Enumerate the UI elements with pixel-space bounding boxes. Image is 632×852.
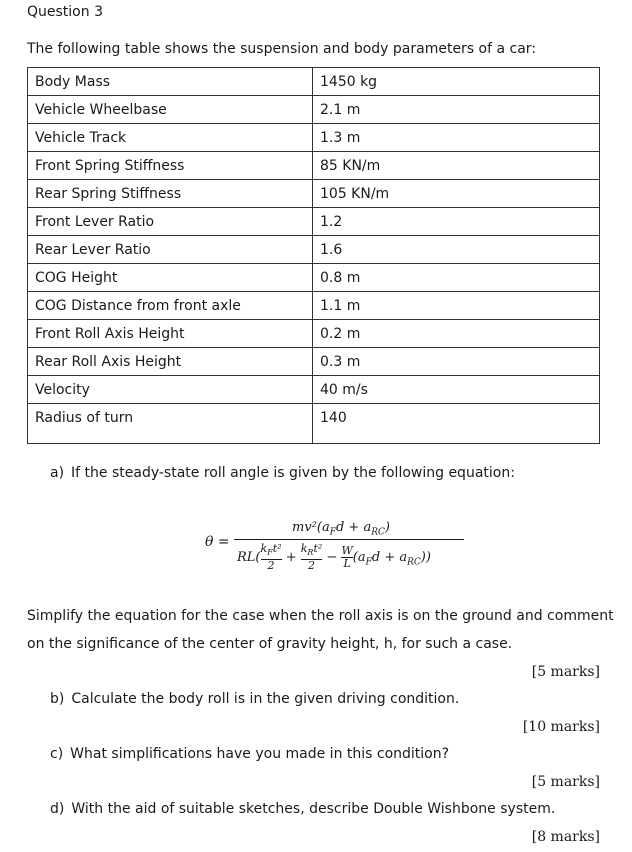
b-marks: [10 marks] bbox=[522, 719, 600, 735]
fraction-bar bbox=[234, 539, 464, 540]
parameter-label: Vehicle Wheelbase bbox=[28, 96, 313, 124]
parameter-value: 1.2 bbox=[313, 208, 600, 236]
table-row bbox=[28, 320, 600, 348]
question-a-text: a) If the steady-state roll angle is given by the following equation: bbox=[50, 465, 515, 481]
parameter-label: Front Spring Stiffness bbox=[28, 152, 313, 180]
parameter-label: COG Distance from front axle bbox=[28, 292, 313, 320]
parameter-value: 85 KN/m bbox=[313, 152, 600, 180]
question-heading: Question 3 bbox=[27, 4, 103, 20]
parameter-value: 0.2 m bbox=[313, 320, 600, 348]
table-row bbox=[28, 404, 600, 444]
parameter-label: Velocity bbox=[28, 376, 313, 404]
table-row bbox=[28, 376, 600, 404]
table-row bbox=[28, 68, 600, 96]
parameter-value: 1.3 m bbox=[313, 124, 600, 152]
parameter-value: 1.1 m bbox=[313, 292, 600, 320]
table-row bbox=[28, 292, 600, 320]
parameters-table bbox=[27, 67, 600, 444]
parameter-label: Vehicle Track bbox=[28, 124, 313, 152]
parameter-label: COG Height bbox=[28, 264, 313, 292]
table-row bbox=[28, 348, 600, 376]
question-d-text: d) With the aid of suitable sketches, describe Double Wishbone system. bbox=[50, 801, 556, 817]
parameter-value: 2.1 m bbox=[313, 96, 600, 124]
simplify-line-2: on the significance of the center of gravity height, h, for such a case. bbox=[27, 636, 513, 652]
table-row bbox=[28, 180, 600, 208]
table-row bbox=[28, 96, 600, 124]
d-marks: [8 marks] bbox=[531, 829, 600, 845]
table-row bbox=[28, 236, 600, 264]
parameter-value: 1450 kg bbox=[313, 68, 600, 96]
c-marks: [5 marks] bbox=[531, 774, 600, 790]
parameter-value: 140 bbox=[313, 404, 600, 444]
table-row bbox=[28, 124, 600, 152]
question-b-text: b) Calculate the body roll is in the given driving condition. bbox=[50, 691, 460, 707]
parameter-value: 0.3 m bbox=[313, 348, 600, 376]
simplify-line-1: Simplify the equation for the case when the roll axis is on the ground and comment bbox=[27, 608, 614, 624]
parameter-label: Radius of turn bbox=[28, 404, 313, 444]
intro-text: The following table shows the suspension and body parameters of a car: bbox=[27, 41, 537, 57]
roll-angle-equation bbox=[190, 515, 480, 577]
parameter-label: Rear Roll Axis Height bbox=[28, 348, 313, 376]
table-row bbox=[28, 152, 600, 180]
parameter-label: Front Lever Ratio bbox=[28, 208, 313, 236]
parameter-label: Rear Lever Ratio bbox=[28, 236, 313, 264]
a-marks: [5 marks] bbox=[531, 664, 600, 680]
question-c-text: c) What simplifications have you made in this condition? bbox=[50, 746, 450, 762]
parameter-value: 105 KN/m bbox=[313, 180, 600, 208]
table-row bbox=[28, 208, 600, 236]
table-row bbox=[28, 264, 600, 292]
equation-lhs: θ = bbox=[205, 534, 230, 550]
parameter-value: 0.8 m bbox=[313, 264, 600, 292]
parameter-value: 40 m/s bbox=[313, 376, 600, 404]
equation-denominator: RL( $k_Ft^2$ 2 + $k_Rt^2$ 2 − $\frac{W}{L}$ $(a_Fd + a_{RC})$) bbox=[237, 542, 431, 573]
equation-numerator: $mv^2(a_Fd + a_{RC})$ bbox=[292, 520, 390, 538]
parameter-label: Body Mass bbox=[28, 68, 313, 96]
parameter-label: Rear Spring Stiffness bbox=[28, 180, 313, 208]
parameter-label: Front Roll Axis Height bbox=[28, 320, 313, 348]
parameter-value: 1.6 bbox=[313, 236, 600, 264]
